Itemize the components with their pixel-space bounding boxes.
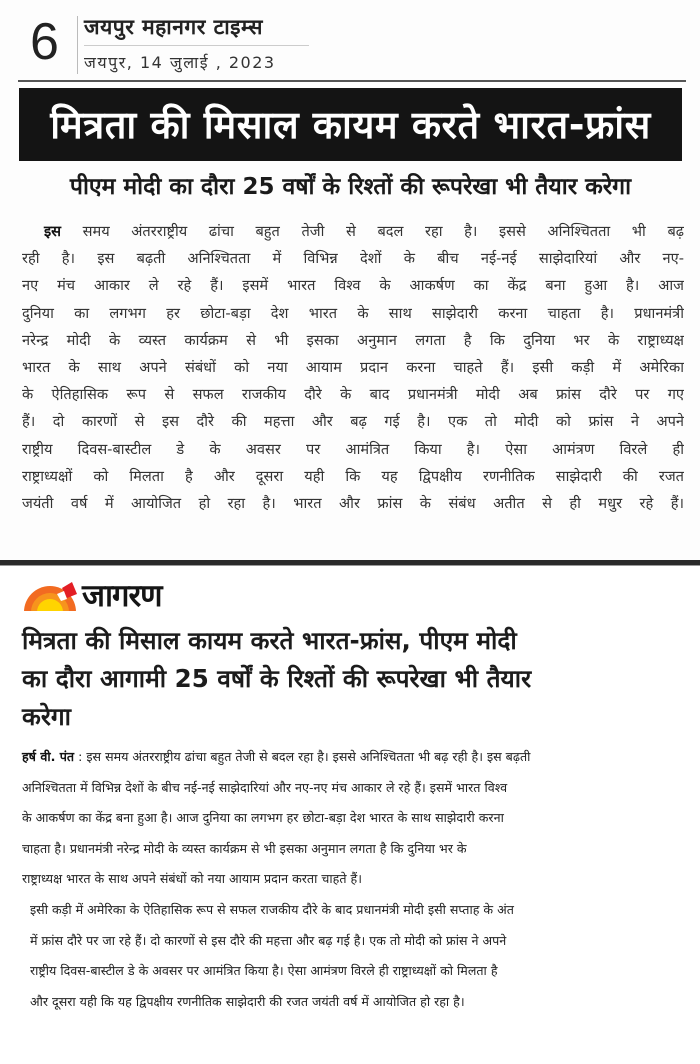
body-line: और दूसरा यही कि यह द्विपक्षीय रणनीतिक साझेदारी की रजत जयंती वर्ष में आयोजित हो रहा है। [30, 993, 465, 1009]
masthead-divider [77, 16, 78, 74]
body-line: नरेन्द्र मोदी के व्यस्त कार्यक्रम से भी इसका अनुमान लगता है कि दुनिया भर के राष्ट्राध्यक्ष [22, 331, 684, 349]
page-number: 6 [30, 13, 59, 71]
lead-word: इस [44, 223, 62, 240]
article-title [22, 622, 682, 736]
body-line: के ऐतिहासिक रूप से सफल राजकीय दौरे के बाद प्रधानमंत्री मोदी अब फ्रांस दौरे पर गए [22, 386, 684, 404]
body-line: दुनिया का लगभग हर छोटा-बड़ा देश भारत के साथ साझेदारी करना चाहता है। प्रधानमंत्री [22, 304, 684, 322]
section-divider [0, 560, 700, 565]
body-line: राष्ट्राध्यक्षों को मिलता है और दूसरा यही कि यह द्विपक्षीय रणनीतिक साझेदारी की रजत [22, 467, 684, 485]
body-line: अनिश्चितता में विभिन्न देशों के बीच नई-नई साझेदारियां और नए-नए मंच आकार ले रहे हैं। इसमें भारत विश्व [22, 779, 508, 795]
body-line: इसी कड़ी में अमेरिका के ऐतिहासिक रूप से सफल राजकीय दौरे के बाद प्रधानमंत्री मोदी इसी सप्ताह के अंत [30, 901, 514, 917]
jagran-article [0, 566, 700, 1064]
masthead-underline [84, 45, 309, 46]
title-line: करेगा [22, 702, 71, 731]
body-line: हैं। दो कारणों से इस दौरे की महत्ता और बढ़ गई है। एक तो मोदी को फ्रांस ने अपने [22, 413, 684, 431]
body-line: चाहता है। प्रधानमंत्री नरेन्द्र मोदी के व्यस्त कार्यक्रम से भी इसका अनुमान लगता है कि दुनिया भर के [22, 840, 467, 856]
subheadline: पीएम मोदी का दौरा 25 वर्षों के रिश्तों की रूपरेखा भी तैयार करेगा [69, 174, 632, 200]
body-line: राष्ट्रीय दिवस-बास्टील डे के अवसर पर आमंत्रित किया है। ऐसा आमंत्रण विरले ही [22, 440, 684, 458]
jagran-wordmark: जागरण [82, 578, 162, 614]
body-line: इस समय अंतरराष्ट्रीय ढांचा बहुत तेजी से बदल रहा है। इससे अनिश्चितता भी बढ़ [44, 223, 684, 240]
body-line: भारत के साथ अपने संबंधों को नया आयाम प्रदान करना चाहते हैं। इसी कड़ी में अमेरिका [22, 358, 684, 376]
body-line: जयंती वर्ष में आयोजित हो रहा है। भारत और फ्रांस के संबंध अतीत से ही मधुर रहे हैं। [22, 494, 684, 512]
article-body [22, 218, 684, 517]
body-line: में फ्रांस दौरे पर जा रहे हैं। दो कारणों से इस दौरे की महत्ता और बढ़ गई है। एक तो मोदी को फ्रांस ने अपने [30, 932, 507, 948]
headline: मित्रता की मिसाल कायम करते भारत-फ्रांस [50, 102, 651, 147]
title-line: का दौरा आगामी 25 वर्षों के रिश्तों की रूपरेखा भी तैयार [22, 664, 532, 693]
body-line: के आकर्षण का केंद्र बना हुआ है। आज दुनिया का लगभग हर छोटा-बड़ा देश भारत के साथ साझेदारी करना [22, 810, 504, 826]
author-byline: हर्ष वी. पंत [22, 749, 75, 764]
title-line: मित्रता की मिसाल कायम करते भारत-फ्रांस, पीएम मोदी [22, 626, 517, 655]
body-line: हर्ष वी. पंत : इस समय अंतरराष्ट्रीय ढांचा बहुत तेजी से बदल रहा है। इससे अनिश्चितता भी बढ़ रही है। इस बढ़ती [22, 749, 531, 764]
header-rule [18, 80, 686, 82]
dateline: जयपुर, 14 जुलाई , 2023 [84, 53, 276, 72]
rising-sun-icon [22, 580, 78, 612]
body-line: नए मंच आकार ले रहे हैं। इसमें भारत विश्व के आकर्षण का केंद्र बना हुआ है। आज [22, 277, 684, 295]
masthead [0, 0, 700, 80]
headline-band [19, 88, 682, 161]
body-line: रही है। इस बढ़ती अनिश्चितता में विभिन्न देशों के बीच नई-नई साझेदारियां और नए- [22, 250, 684, 268]
jagran-logo[interactable] [22, 578, 162, 614]
newspaper-name: जयपुर महानगर टाइम्स [84, 15, 263, 39]
body-line: राष्ट्राध्यक्ष भारत के साथ अपने संबंधों को नया आयाम प्रदान करता चाहते हैं। [22, 871, 362, 887]
article-body [22, 742, 682, 1017]
body-line: राष्ट्रीय दिवस-बास्टील डे के अवसर पर आमंत्रित किया है। ऐसा आमंत्रण विरले ही राष्ट्राध्यक्षों को मिलता है [30, 963, 498, 979]
